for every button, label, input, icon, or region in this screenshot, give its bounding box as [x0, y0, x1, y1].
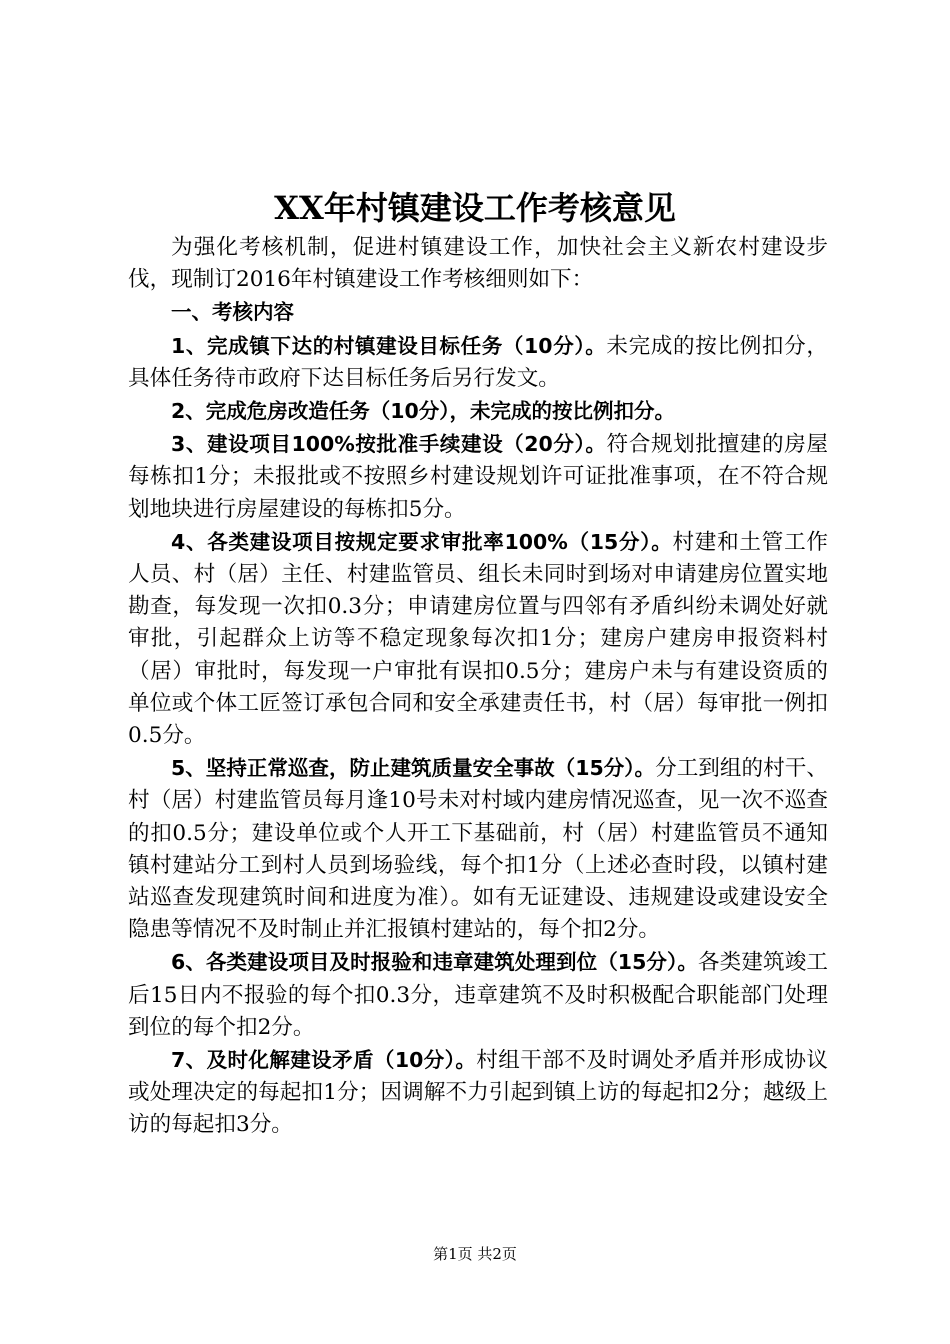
- item-text: 符合规划批擅建的房屋每栋扣1分；未报批或不按照乡村建设规划许可证批准事项，在不符合规划地块进行房屋建设的每栋扣5分。: [128, 432, 828, 522]
- item-heading: 7、及时化解建设矛盾（10分）。: [171, 1048, 477, 1073]
- item-heading: 2、完成危房改造任务（10分），未完成的按比例扣分。: [171, 399, 676, 424]
- intro-paragraph: 为强化考核机制，促进村镇建设工作，加快社会主义新农村建设步伐，现制订2016年村镇建设工作考核细则如下：: [128, 235, 828, 293]
- page-number-footer: 第1页 共2页: [433, 1245, 517, 1263]
- item-heading: 5、坚持正常巡查，防止建筑质量安全事故（15分）。: [171, 756, 656, 781]
- item-paragraph: [128, 428, 828, 526]
- section-heading: [128, 296, 828, 329]
- item-text: 各类建筑竣工后15日内不报验的每个扣0.3分，违章建筑不及时积极配合职能部门处理到位的每个扣2分。: [128, 950, 828, 1040]
- item-paragraph: [128, 395, 828, 428]
- item-heading: 4、各类建设项目按规定要求审批率100%（15分）。: [171, 529, 673, 554]
- item-paragraph: [128, 330, 828, 395]
- document-body: [128, 232, 828, 1142]
- item-heading: 1、完成镇下达的村镇建设目标任务（10分）。: [171, 333, 607, 358]
- item-text: 村组干部不及时调处矛盾并形成协议或处理决定的每起扣1分；因调解不力引起到镇上访的每起扣2分；越级上访的每起扣3分。: [128, 1048, 828, 1138]
- section-heading-text: 一、考核内容: [171, 300, 294, 325]
- item-heading: 3、建设项目100%按批准手续建设（20分）。: [171, 432, 607, 457]
- item-paragraph: [128, 752, 828, 946]
- item-text: 未完成的按比例扣分，具体任务待市政府下达目标任务后另行发文。: [128, 333, 828, 391]
- document-title: XX年村镇建设工作考核意见: [274, 189, 676, 227]
- item-text: 村建和土管工作人员、村（居）主任、村建监管员、组长未同时到场对申请建房位置实地勘查，每发现一次扣0.3分；申请建房位置与四邻有矛盾纠纷未调处好就审批，引起群众上访等不稳定现象每次扣1分；建房户建房申报资料村（居）审批时，每发现一户审批有误扣0.5分；建房户未与有建设资质的单位或个体工匠签订承包合同和安全承建责任书，村（居）每审批一例扣0.5分。: [128, 529, 828, 749]
- item-paragraph: [128, 526, 828, 752]
- item-paragraph: [128, 946, 828, 1044]
- item-heading: 6、各类建设项目及时报验和违章建筑处理到位（15分）。: [171, 950, 698, 975]
- item-paragraph: [128, 1044, 828, 1142]
- item-text: 分工到组的村干、村（居）村建监管员每月逢10号未对村域内建房情况巡查，见一次不巡查的扣0.5分；建设单位或个人开工下基础前，村（居）村建监管员不通知镇村建站分工到村人员到场验线，每个扣1分（上述必查时段，以镇村建站巡查发现建筑时间和进度为准）。如有无证建设、违规建设或建设安全隐患等情况不及时制止并汇报镇村建站的，每个扣2分。: [128, 756, 828, 943]
